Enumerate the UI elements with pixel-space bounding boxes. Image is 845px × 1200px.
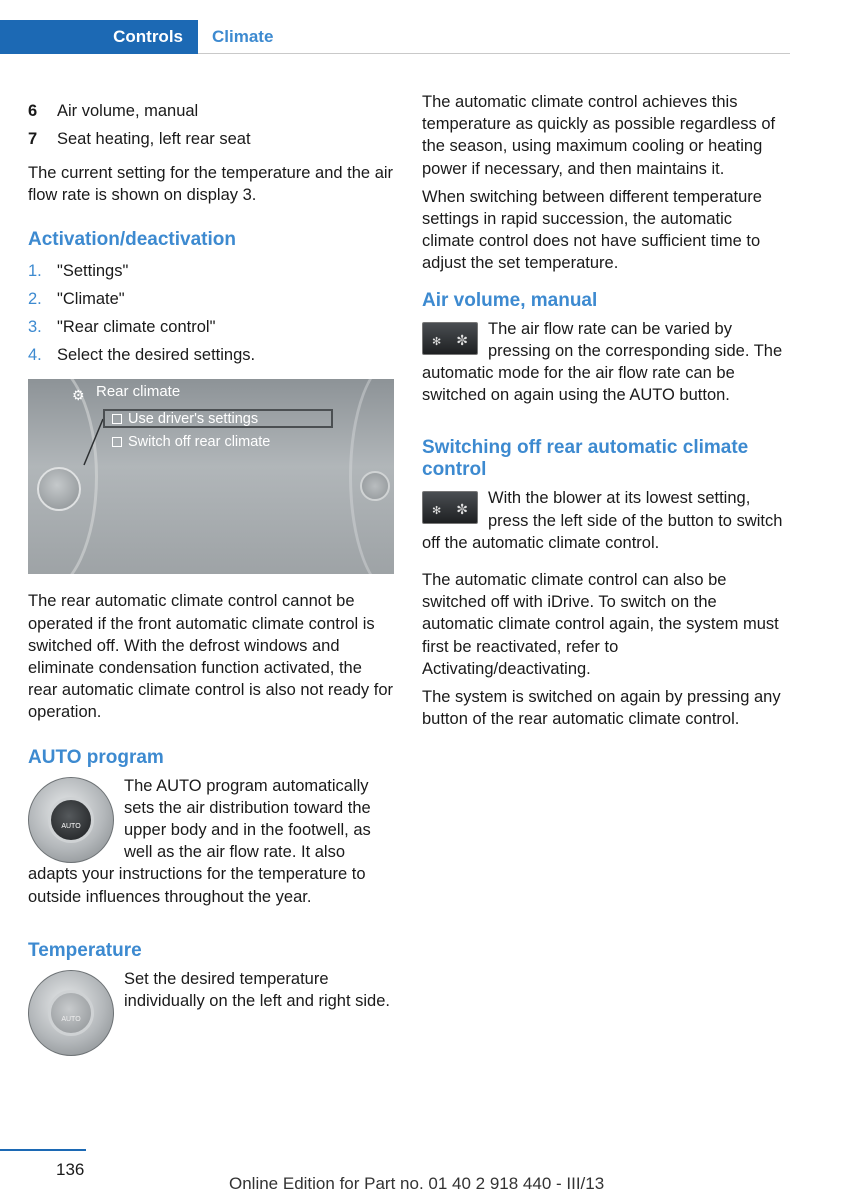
heading-activation: Activation/deactivation — [28, 229, 236, 251]
dial-label: AUTO — [61, 1015, 81, 1023]
step-number: 1. — [28, 262, 42, 281]
page-header — [0, 20, 790, 54]
step-item — [28, 285, 394, 313]
checkbox-icon — [112, 437, 122, 447]
section-tab — [0, 20, 198, 54]
intro-paragraph: The current setting for the temperature and the air flow rate is shown on display 3. — [28, 164, 394, 205]
section-title: Controls — [113, 27, 183, 46]
legend-item — [28, 125, 394, 153]
step-number: 4. — [28, 346, 42, 365]
left-column — [28, 97, 394, 1056]
switch-off-section — [422, 487, 788, 554]
screen-option-label: Switch off rear climate — [128, 434, 271, 451]
heading-temperature: Temperature — [28, 939, 142, 961]
legend-item — [28, 97, 394, 125]
temperature-paragraph: Set the desired temperature individually on the left and right side. — [124, 969, 390, 1011]
body-paragraph: The automatic climate control can also be switched off with iDrive. To switch on the automatic climate control again, the system must first be reactivated, refer to Activating/deactivating. — [422, 571, 779, 678]
footer-accent-line — [0, 1149, 86, 1151]
note-paragraph: The rear automatic climate control cannot be operated if the front automatic climate control is switched off. With the defrost windows and eliminate condensation function activated, the rear automatic climate control is also not ready for operation. — [28, 592, 393, 722]
step-item — [28, 341, 394, 369]
step-number: 2. — [28, 290, 42, 309]
checkbox-icon — [112, 414, 122, 424]
auto-button-icon — [48, 797, 94, 843]
screen-option-label: Use driver's settings — [128, 411, 259, 428]
temperature-section — [28, 968, 394, 1056]
fan-low-icon: ✻ — [432, 505, 442, 518]
subsection-title: Climate — [212, 27, 274, 46]
temperature-button-icon — [48, 990, 94, 1036]
body-paragraph: The system is switched on again by pressing any button of the rear automatic climate control. — [422, 688, 781, 729]
auto-paragraph: The AUTO program automatically sets the air distribution toward the upper body and in the footwell, as well as the air flow rate. It also adapts your instructions for the temperature to outside influences throughout the year. — [28, 776, 371, 906]
body-paragraph: The automatic climate control achieves this temperature as quickly as possible regardless of the season, using maximum cooling or heating power if necessary, and then maintains it. — [422, 93, 776, 178]
pointer-line-icon — [81, 417, 105, 467]
step-text: "Settings" — [57, 262, 129, 281]
step-text: Select the desired settings. — [57, 346, 256, 365]
screen-title: Rear climate — [96, 383, 181, 401]
blower-button-image — [422, 491, 478, 524]
step-text: "Rear climate control" — [57, 318, 216, 337]
fan-high-icon: ✼ — [456, 331, 468, 348]
fan-high-icon: ✼ — [456, 501, 468, 518]
step-item — [28, 313, 394, 341]
edition-note: Online Edition for Part no. 01 40 2 918 440 - III/13 — [229, 1174, 605, 1193]
switch-off-paragraph: With the blower at its lowest setting, press the left side of the button to switch off the automatic climate control. — [422, 489, 783, 552]
temperature-dial-image — [28, 970, 114, 1056]
legend-text: Seat heating, left rear seat — [57, 129, 251, 148]
page-number: 136 — [56, 1160, 85, 1179]
step-number: 3. — [28, 318, 42, 337]
right-column — [422, 91, 788, 736]
heading-switch-off: Switching off rear automatic climate control — [422, 437, 749, 481]
settings-gear-icon: ⚙ — [72, 387, 85, 404]
air-volume-paragraph: The air flow rate can be varied by pressing on the corresponding side. The automatic mode for the air flow rate can be switched on again using the AUTO button. — [422, 319, 783, 405]
heading-air-volume: Air volume, manual — [422, 289, 598, 311]
legend-number: 7 — [28, 129, 38, 148]
screen-option — [112, 410, 258, 428]
legend-number: 6 — [28, 101, 38, 120]
step-item — [28, 257, 394, 285]
body-paragraph: When switching between different temperature settings in rapid succession, the automatic climate control does not have sufficient time to adjust the set temperature. — [422, 187, 762, 273]
auto-section — [28, 775, 394, 908]
screen-option — [112, 433, 270, 451]
auto-dial-image — [28, 777, 114, 863]
fan-low-icon: ✻ — [432, 335, 442, 348]
legend-text: Air volume, manual — [57, 101, 199, 120]
air-volume-section — [422, 318, 788, 407]
idrive-screen-image — [28, 379, 394, 574]
blower-button-image — [422, 322, 478, 355]
dial-label: AUTO — [61, 822, 81, 830]
heading-auto: AUTO program — [28, 746, 164, 768]
header-divider — [198, 53, 790, 54]
step-text: "Climate" — [57, 290, 125, 309]
